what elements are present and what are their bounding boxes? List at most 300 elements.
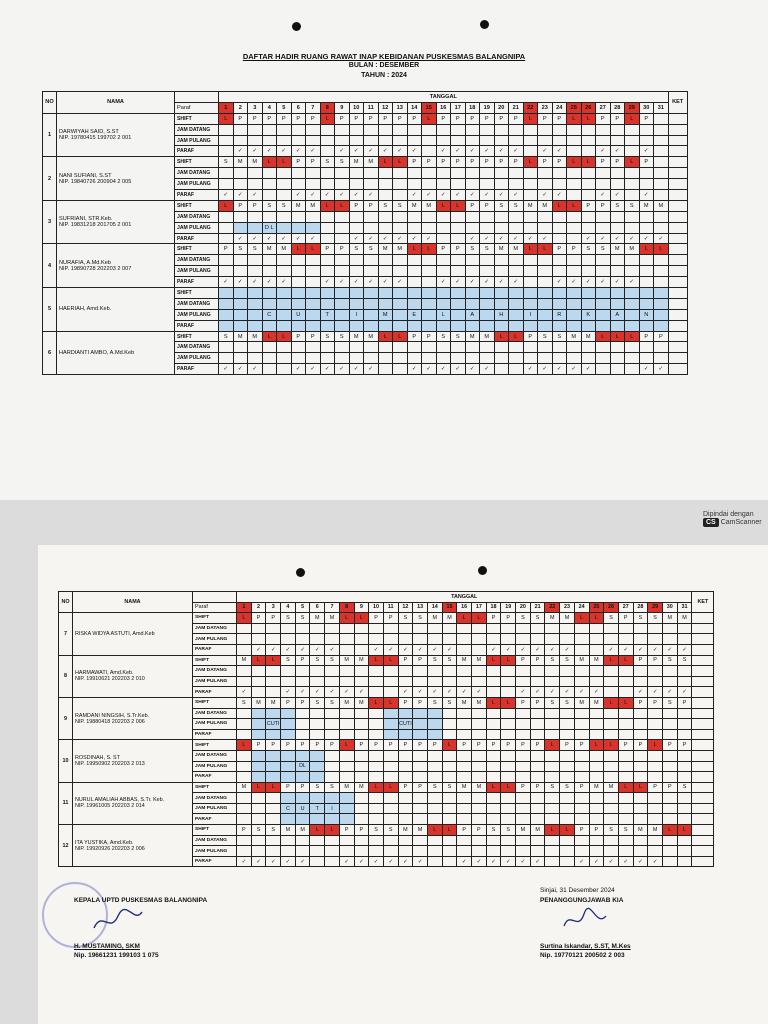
- row-label-paraf: PARAF: [175, 190, 219, 201]
- jam_datang-cell: [427, 666, 442, 677]
- shift-cell: L: [354, 613, 369, 624]
- jam_datang-cell: [633, 793, 648, 804]
- paraf-cell: [251, 687, 266, 698]
- jam_datang-cell: [295, 708, 310, 719]
- jam_datang-cell: [436, 168, 451, 179]
- jam_pulang-cell: [494, 135, 509, 146]
- day-header-6: 6: [310, 602, 325, 613]
- jam_pulang-cell: [604, 846, 619, 857]
- jam_datang-cell: [378, 168, 393, 179]
- jam_pulang-cell: [509, 179, 524, 190]
- shift-cell: P: [233, 113, 248, 124]
- jam_datang-cell: [248, 168, 263, 179]
- paraf-cell: [383, 729, 398, 740]
- jam_pulang-cell: [589, 719, 604, 730]
- ket-cell: [692, 634, 714, 645]
- jam_datang-cell: [567, 211, 582, 222]
- shift-cell: L: [291, 244, 306, 255]
- jam_pulang-cell: [233, 135, 248, 146]
- jam_datang-cell: [393, 342, 408, 353]
- paraf-cell: ✓: [480, 364, 495, 375]
- row-label-jam_datang: JAM DATANG: [193, 750, 237, 761]
- jam_datang-cell: [662, 708, 677, 719]
- shift-cell: P: [369, 740, 384, 751]
- paraf-cell: ✓: [306, 233, 321, 244]
- paraf-cell: [633, 772, 648, 783]
- shift-cell: P: [465, 157, 480, 168]
- jam_pulang-cell: [248, 353, 263, 364]
- shift-cell: L: [339, 613, 354, 624]
- shift-cell: L: [523, 244, 538, 255]
- jam_pulang-cell: [596, 266, 611, 277]
- paraf-cell: ✓: [654, 233, 669, 244]
- paraf-cell: ✓: [639, 190, 654, 201]
- shift-cell: P: [530, 697, 545, 708]
- jam_datang-cell: [589, 750, 604, 761]
- jam_datang-cell: [291, 168, 306, 179]
- ket-cell: [692, 761, 714, 772]
- paraf-cell: [457, 729, 472, 740]
- jam_datang-cell: [486, 793, 501, 804]
- jam_pulang-cell: [610, 135, 625, 146]
- paraf-cell: ✓: [494, 233, 509, 244]
- paraf-cell: ✓: [567, 277, 582, 288]
- cuti-letter: U: [295, 803, 310, 814]
- jam_datang-cell: [538, 342, 553, 353]
- shift-cell: [639, 288, 654, 299]
- day-header-19: 19: [480, 102, 495, 113]
- jam_datang-cell: [219, 124, 234, 135]
- right-signatory-nip: Nip. 19770121 200502 2 003: [540, 952, 625, 959]
- jam_datang-cell: [501, 750, 516, 761]
- employee-nip: NIP. 19831218 201705 2 001: [59, 222, 132, 229]
- shift-cell: L: [501, 697, 516, 708]
- jam_datang-cell: [567, 255, 582, 266]
- jam_pulang-cell: [677, 676, 692, 687]
- shift-cell: P: [291, 331, 306, 342]
- paraf-cell: ✓: [364, 233, 379, 244]
- jam_datang-cell: [465, 211, 480, 222]
- paraf-cell: ✓: [560, 687, 575, 698]
- paraf-cell: [486, 814, 501, 825]
- row-label-shift: SHIFT: [175, 200, 219, 211]
- jam_pulang-cell: [501, 719, 516, 730]
- shift-cell: L: [335, 200, 350, 211]
- shift-cell: [320, 288, 335, 299]
- paraf-cell: ✓: [552, 190, 567, 201]
- jam_pulang-cell: [364, 179, 379, 190]
- jam_datang-cell: [574, 708, 589, 719]
- paraf-cell: ✓: [596, 146, 611, 157]
- jam_pulang-cell: [442, 803, 457, 814]
- jam_pulang-cell: [248, 309, 263, 320]
- jam_datang-cell: [393, 124, 408, 135]
- shift-cell: P: [581, 200, 596, 211]
- shift-cell: P: [422, 157, 437, 168]
- paraf-cell: [581, 320, 596, 331]
- punch-hole-icon: [296, 568, 305, 577]
- jam_datang-cell: [560, 623, 575, 634]
- jam_datang-cell: [530, 793, 545, 804]
- shift-cell: P: [451, 244, 466, 255]
- paraf-cell: [457, 772, 472, 783]
- paraf-cell: [266, 687, 281, 698]
- paraf-cell: [633, 814, 648, 825]
- shift-cell: M: [677, 613, 692, 624]
- jam_datang-cell: [436, 255, 451, 266]
- paraf-cell: ✓: [509, 277, 524, 288]
- ket-cell: [668, 331, 687, 342]
- paraf-cell: [310, 856, 325, 867]
- jam_pulang-cell: [383, 803, 398, 814]
- jam_pulang-cell: [442, 634, 457, 645]
- jam_pulang-cell: [325, 846, 340, 857]
- jam_datang-cell: [320, 255, 335, 266]
- jam_pulang-cell: [545, 676, 560, 687]
- jam_datang-cell: [589, 835, 604, 846]
- shift-cell: P: [516, 655, 531, 666]
- jam_datang-cell: [383, 666, 398, 677]
- jam_datang-cell: [581, 298, 596, 309]
- shift-cell: S: [310, 655, 325, 666]
- shift-cell: [451, 288, 466, 299]
- shift-cell: P: [407, 157, 422, 168]
- paraf-cell: [378, 190, 393, 201]
- paraf-cell: [237, 772, 252, 783]
- jam_pulang-cell: [325, 761, 340, 772]
- document-month: BULAN : DESEMBER: [348, 62, 420, 69]
- day-header-12: 12: [378, 102, 393, 113]
- shift-cell: L: [251, 782, 266, 793]
- paraf-cell: [648, 772, 663, 783]
- paraf-cell: ✓: [451, 364, 466, 375]
- jam_datang-cell: [662, 793, 677, 804]
- shift-cell: M: [604, 782, 619, 793]
- jam_pulang-cell: [465, 353, 480, 364]
- jam_datang-cell: [480, 168, 495, 179]
- jam_pulang-cell: [281, 676, 296, 687]
- shift-cell: M: [339, 782, 354, 793]
- paraf-cell: [251, 814, 266, 825]
- paraf-cell: ✓: [486, 644, 501, 655]
- jam_pulang-cell: [427, 719, 442, 730]
- shift-cell: [465, 288, 480, 299]
- paraf-cell: [574, 772, 589, 783]
- jam_pulang-cell: [501, 803, 516, 814]
- shift-cell: [349, 288, 364, 299]
- row-label-jam_datang: JAM DATANG: [193, 708, 237, 719]
- day-header-26: 26: [604, 602, 619, 613]
- jam_pulang-cell: [472, 761, 487, 772]
- jam_pulang-cell: [219, 135, 234, 146]
- jam_pulang-cell: [625, 353, 640, 364]
- jam_datang-cell: [501, 666, 516, 677]
- jam_pulang-cell: [560, 761, 575, 772]
- jam_datang-cell: [383, 623, 398, 634]
- jam_datang-cell: [648, 750, 663, 761]
- jam_pulang-cell: [654, 222, 669, 233]
- shift-cell: L: [501, 782, 516, 793]
- paraf-cell: [494, 364, 509, 375]
- jam_pulang-cell: [237, 719, 252, 730]
- jam_datang-cell: [325, 793, 340, 804]
- paraf-cell: ✓: [427, 644, 442, 655]
- shift-cell: L: [604, 655, 619, 666]
- ket-cell: [692, 814, 714, 825]
- jam_datang-cell: [465, 124, 480, 135]
- jam_datang-cell: [219, 255, 234, 266]
- paraf-cell: ✓: [349, 146, 364, 157]
- jam_pulang-cell: [393, 222, 408, 233]
- paraf-cell: ✓: [639, 233, 654, 244]
- header-no: NO: [43, 92, 57, 114]
- shift-cell: P: [639, 331, 654, 342]
- paraf-cell: [457, 814, 472, 825]
- jam_pulang-cell: [538, 309, 553, 320]
- jam_pulang-cell: [237, 846, 252, 857]
- shift-cell: P: [295, 697, 310, 708]
- jam_datang-cell: [648, 623, 663, 634]
- jam_datang-cell: [266, 793, 281, 804]
- attendance-sheet-page-1: [0, 0, 768, 500]
- cuti-label: CUTI: [266, 719, 281, 730]
- jam_pulang-cell: [486, 719, 501, 730]
- jam_pulang-cell: [369, 719, 384, 730]
- paraf-cell: ✓: [552, 364, 567, 375]
- jam_datang-cell: [237, 835, 252, 846]
- row-label-jam_pulang: JAM PULANG: [193, 676, 237, 687]
- shift-cell: P: [639, 157, 654, 168]
- jam_datang-cell: [295, 793, 310, 804]
- shift-cell: L: [486, 782, 501, 793]
- jam_datang-cell: [451, 124, 466, 135]
- jam_pulang-cell: [530, 634, 545, 645]
- day-header-30: 30: [662, 602, 677, 613]
- ket-cell: [668, 233, 687, 244]
- shift-cell: P: [266, 740, 281, 751]
- jam_datang-cell: [480, 211, 495, 222]
- shift-cell: M: [589, 697, 604, 708]
- jam_pulang-cell: [662, 761, 677, 772]
- paraf-cell: ✓: [248, 146, 263, 157]
- day-header-21: 21: [509, 102, 524, 113]
- jam_datang-cell: [291, 211, 306, 222]
- paraf-cell: [393, 320, 408, 331]
- shift-cell: P: [560, 740, 575, 751]
- employee-name: NANI SUFIANI, S.ST: [59, 172, 112, 179]
- jam_datang-cell: [581, 342, 596, 353]
- paraf-cell: [335, 320, 350, 331]
- shift-cell: S: [233, 244, 248, 255]
- paraf-cell: ✓: [538, 233, 553, 244]
- paraf-cell: ✓: [335, 146, 350, 157]
- shift-cell: P: [596, 200, 611, 211]
- shift-cell: P: [281, 782, 296, 793]
- jam_datang-cell: [465, 168, 480, 179]
- paraf-cell: ✓: [349, 190, 364, 201]
- paraf-cell: [219, 320, 234, 331]
- header-no: NO: [59, 592, 73, 613]
- shift-cell: L: [486, 697, 501, 708]
- ket-cell: [692, 856, 714, 867]
- row-label-jam_datang: JAM DATANG: [193, 623, 237, 634]
- jam_pulang-cell: [306, 179, 321, 190]
- paraf-cell: [567, 320, 582, 331]
- paraf-cell: ✓: [233, 364, 248, 375]
- jam_datang-cell: [233, 298, 248, 309]
- jam_datang-cell: [639, 124, 654, 135]
- day-header-4: 4: [281, 602, 296, 613]
- shift-cell: M: [530, 825, 545, 836]
- paraf-cell: ✓: [407, 364, 422, 375]
- jam_pulang-cell: [574, 634, 589, 645]
- jam_datang-cell: [349, 124, 364, 135]
- jam_pulang-cell: [354, 719, 369, 730]
- jam_datang-cell: [545, 708, 560, 719]
- jam_datang-cell: [457, 793, 472, 804]
- day-header-2: 2: [251, 602, 266, 613]
- jam_pulang-cell: [530, 676, 545, 687]
- paraf-cell: [662, 814, 677, 825]
- shift-cell: M: [545, 613, 560, 624]
- paraf-cell: ✓: [436, 190, 451, 201]
- shift-cell: L: [523, 157, 538, 168]
- paraf-cell: ✓: [383, 644, 398, 655]
- jam_pulang-cell: [501, 761, 516, 772]
- jam_datang-cell: [625, 342, 640, 353]
- ket-cell: [692, 750, 714, 761]
- paraf-cell: ✓: [442, 687, 457, 698]
- shift-cell: M: [398, 825, 413, 836]
- day-header-13: 13: [413, 602, 428, 613]
- paraf-cell: ✓: [413, 856, 428, 867]
- paraf-cell: [574, 814, 589, 825]
- day-header-10: 10: [349, 102, 364, 113]
- header-blank: [175, 92, 219, 103]
- jam_pulang-cell: [677, 761, 692, 772]
- cuti-letter: M: [378, 309, 393, 320]
- jam_datang-cell: [604, 623, 619, 634]
- jam_datang-cell: [248, 342, 263, 353]
- jam_datang-cell: [398, 623, 413, 634]
- day-header-3: 3: [266, 602, 281, 613]
- jam_pulang-cell: [509, 309, 524, 320]
- shift-cell: P: [648, 655, 663, 666]
- shift-cell: P: [325, 740, 340, 751]
- row-label-jam_pulang: JAM PULANG: [175, 353, 219, 364]
- shift-cell: S: [237, 697, 252, 708]
- paraf-cell: ✓: [610, 233, 625, 244]
- jam_pulang-cell: [639, 222, 654, 233]
- jam_pulang-cell: [567, 266, 582, 277]
- shift-cell: M: [354, 782, 369, 793]
- jam_datang-cell: [266, 835, 281, 846]
- shift-cell: P: [251, 740, 266, 751]
- paraf-cell: ✓: [219, 277, 234, 288]
- paraf-cell: ✓: [310, 644, 325, 655]
- paraf-cell: [310, 814, 325, 825]
- shift-cell: L: [306, 244, 321, 255]
- jam_pulang-cell: [552, 266, 567, 277]
- paraf-cell: [625, 146, 640, 157]
- shift-cell: P: [486, 613, 501, 624]
- jam_datang-cell: [442, 750, 457, 761]
- paraf-cell: ✓: [604, 856, 619, 867]
- shift-cell: P: [530, 655, 545, 666]
- ket-cell: [668, 113, 687, 124]
- shift-cell: L: [378, 157, 393, 168]
- jam_pulang-cell: [625, 222, 640, 233]
- jam_pulang-cell: [277, 266, 292, 277]
- paraf-cell: [364, 320, 379, 331]
- jam_datang-cell: [618, 750, 633, 761]
- jam_pulang-cell: [677, 634, 692, 645]
- paraf-cell: ✓: [295, 687, 310, 698]
- jam_datang-cell: [625, 255, 640, 266]
- jam_pulang-cell: [662, 846, 677, 857]
- shift-cell: M: [248, 157, 263, 168]
- shift-cell: L: [369, 697, 384, 708]
- shift-cell: M: [413, 825, 428, 836]
- row-label-shift: SHIFT: [193, 740, 237, 751]
- jam_datang-cell: [472, 666, 487, 677]
- shift-cell: S: [486, 825, 501, 836]
- paraf-cell: ✓: [596, 233, 611, 244]
- paraf-cell: [413, 772, 428, 783]
- jam_datang-cell: [219, 211, 234, 222]
- shift-cell: P: [610, 113, 625, 124]
- jam_pulang-cell: [545, 634, 560, 645]
- jam_pulang-cell: [560, 676, 575, 687]
- jam_pulang-cell: [654, 353, 669, 364]
- day-header-31: 31: [677, 602, 692, 613]
- jam_pulang-cell: [248, 266, 263, 277]
- jam_datang-cell: [523, 168, 538, 179]
- day-header-24: 24: [574, 602, 589, 613]
- day-header-18: 18: [486, 602, 501, 613]
- jam_pulang-cell: [625, 135, 640, 146]
- jam_datang-cell: [413, 708, 428, 719]
- header-paraf: Paraf: [193, 602, 237, 613]
- jam_datang-cell: [320, 124, 335, 135]
- shift-cell: [335, 288, 350, 299]
- attendance-table-page-1: [42, 91, 688, 375]
- shift-cell: M: [472, 697, 487, 708]
- paraf-cell: [509, 364, 524, 375]
- jam_datang-cell: [310, 835, 325, 846]
- cuti-label: CUTI: [398, 719, 413, 730]
- jam_pulang-cell: [277, 353, 292, 364]
- shift-cell: M: [639, 200, 654, 211]
- jam_datang-cell: [618, 708, 633, 719]
- day-header-13: 13: [393, 102, 408, 113]
- jam_datang-cell: [625, 124, 640, 135]
- paraf-cell: [277, 364, 292, 375]
- jam_datang-cell: [349, 211, 364, 222]
- jam_pulang-cell: [625, 309, 640, 320]
- paraf-cell: [662, 856, 677, 867]
- shift-cell: P: [480, 157, 495, 168]
- jam_datang-cell: [364, 124, 379, 135]
- shift-cell: M: [310, 613, 325, 624]
- day-header-7: 7: [325, 602, 340, 613]
- paraf-cell: [354, 772, 369, 783]
- paraf-cell: [530, 729, 545, 740]
- paraf-cell: ✓: [480, 146, 495, 157]
- jam_pulang-cell: [436, 135, 451, 146]
- ket-cell: [668, 124, 687, 135]
- paraf-cell: ✓: [369, 856, 384, 867]
